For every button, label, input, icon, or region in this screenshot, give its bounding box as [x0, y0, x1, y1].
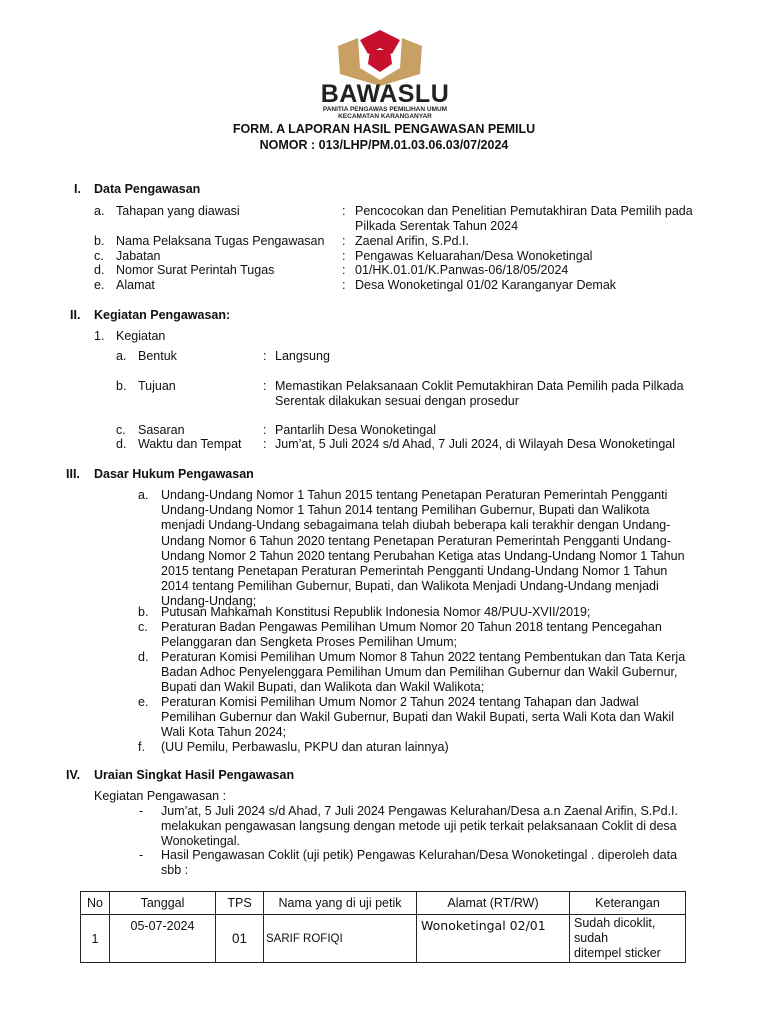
s1-e-value: Desa Wonoketingal 01/02 Karanganyar Demak [355, 278, 617, 292]
s2-d-label: Waktu dan Tempat [138, 437, 242, 451]
s3-e-line: Peraturan Komisi Pemilihan Umum Nomor 2 Tahun 2024 tentang Tahapan dan Jadwal [161, 695, 639, 709]
s1-e-letter: e. [94, 278, 105, 292]
s3-e-line: Pemilihan Gubernur dan Wakil Gubernur, Bupati dan Wakil Bupati, serta Wali Kota dan Wakil [161, 710, 674, 725]
s3-a-line: 2014 tentang Pemilihan Gubernur, Bupati, dan Walikota Menjadi Undang-Undang menjadi [161, 579, 659, 594]
s1-a-value-1: Pencocokan dan Penelitian Pemutakhiran Data Pemilih pada [355, 204, 693, 218]
s3-e-letter: e. [138, 695, 149, 709]
s4-bullet-1-text [161, 804, 678, 850]
section-3-num: III. [66, 467, 80, 481]
s3-e-text [161, 695, 674, 741]
s2-a-colon: : [263, 349, 267, 363]
s1-c-colon: : [342, 249, 346, 263]
s1-c-value: Pengawas Keluarahan/Desa Wonoketingal [355, 249, 593, 263]
s2-a-letter: a. [116, 349, 127, 363]
section-2-title: Kegiatan Pengawasan: [94, 308, 231, 322]
cell-keterangan-line: ditempel sticker [574, 946, 661, 960]
brand-sub-line-1: PANITIA PENGAWAS PEMILIHAN UMUM [322, 106, 448, 113]
s4-bullet-1-dash: - [139, 804, 144, 818]
s4-bullet-2-line: sbb : [161, 863, 189, 878]
s1-c-letter: c. [94, 249, 104, 263]
cell-no: 1 [81, 915, 110, 963]
s1-d-letter: d. [94, 263, 105, 277]
s3-d-line: Bupati dan Wakil Bupati, dan Walikota dan Wakil Walikota; [161, 680, 485, 695]
s1-a-letter: a. [94, 204, 105, 218]
s1-b-value: Zaenal Arifin, S.Pd.I. [355, 234, 469, 248]
s2-c-colon: : [263, 423, 267, 437]
s3-d-letter: d. [138, 650, 149, 664]
cell-keterangan [570, 915, 686, 963]
s1-e-label: Alamat [116, 278, 155, 292]
table-row [81, 915, 686, 963]
s4-intro: Kegiatan Pengawasan : [94, 789, 227, 803]
s3-f-letter: f. [138, 740, 145, 754]
s2-b-value-1: Memastikan Pelaksanaan Coklit Pemutakhiran Data Pemilih pada Pilkada [275, 379, 684, 393]
s3-c-text [161, 620, 662, 650]
s1-d-value: 01/HK.01.01/K.Panwas-06/18/05/2024 [355, 263, 569, 277]
s3-a-line: menjadi Undang-Undang sebagaimana telah diubah beberapa kali terakhir dengan Undang- [161, 518, 671, 533]
s3-d-line: Peraturan Komisi Pemilihan Umum Nomor 8 Tahun 2022 tentang Pembentukan dan Tata Kerja [161, 650, 686, 664]
results-table [80, 891, 686, 963]
s3-a-letter: a. [138, 488, 149, 502]
col-header-tps: TPS [216, 892, 264, 915]
section-1-num: I. [74, 182, 81, 196]
s2-d-value: Jum’at, 5 Juli 2024 s/d Ahad, 7 Juli 2024, di Wilayah Desa Wonoketingal [275, 437, 675, 451]
s3-a-text [161, 488, 685, 610]
s2-b-letter: b. [116, 379, 127, 393]
s2-d-letter: d. [116, 437, 127, 451]
s4-bullet-2-text [161, 848, 677, 878]
s1-c-label: Jabatan [116, 249, 161, 263]
s3-f-line: (UU Pemilu, Perbawaslu, PKPU dan aturan lainnya) [161, 740, 449, 754]
s2-b-colon: : [263, 379, 267, 393]
s3-a-line: 2015 tentang Penetapan Peraturan Pemerintah Pengganti Undang-Undang Nomor 1 Tahun [161, 564, 668, 579]
col-header-nama: Nama yang di uji petik [264, 892, 417, 915]
cell-keterangan-line: Sudah dicoklit, sudah [574, 916, 656, 945]
form-title: FORM. A LAPORAN HASIL PENGAWASAN PEMILU [232, 122, 536, 136]
cell-tps: 01 [216, 915, 264, 963]
s1-d-label: Nomor Surat Perintah Tugas [116, 263, 275, 277]
cell-alamat: Wonoketingal 02/01 [417, 915, 570, 963]
s2-c-label: Sasaran [138, 423, 185, 437]
s3-d-line: Badan Adhoc Penyelenggara Pemilihan Umum dan Pemilihan Gubernur dan Wakil Gubernur, [161, 665, 678, 680]
s3-a-line: Undang-Undang; [161, 594, 257, 609]
form-number: NOMOR : 013/LHP/PM.01.03.06.03/07/2024 [259, 138, 509, 152]
s3-a-line: Undang Nomor 6 Tahun 2020 tentang Penetapan Peraturan Pemerintah Pengganti Undang- [161, 533, 671, 548]
s3-d-text [161, 650, 685, 696]
s4-bullet-1-line: melakukan pengawasan langsung dengan metode uji petik terkait pelaksanaan Coklit di desa [161, 819, 677, 834]
s2-c-letter: c. [116, 423, 126, 437]
s3-c-line: Peraturan Badan Pengawas Pemilihan Umum Nomor 20 Tahun 2018 tentang Pencegahan [161, 620, 662, 634]
section-4-title: Uraian Singkat Hasil Pengawasan [94, 768, 295, 782]
s3-c-line: Pelanggaran dan Sengketa Proses Pemilihan Umum; [161, 635, 458, 650]
bawaslu-emblem-icon [330, 28, 430, 88]
s1-b-colon: : [342, 234, 346, 248]
s1-a-label: Tahapan yang diawasi [116, 204, 240, 218]
s2-b-value-2: Serentak dilakukan sesuai dengan prosedur [275, 394, 519, 408]
s1-b-label: Nama Pelaksana Tugas Pengawasan [116, 234, 325, 248]
s3-e-line: Wali Kota Tahun 2024; [161, 725, 287, 740]
s3-a-line: Undang Nomor 2 Tahun 2020 tentang Perubahan Ketiga atas Undang-Undang Nomor 1 Tahun [161, 548, 685, 563]
s1-a-value-2: Pilkada Serentak Tahun 2024 [355, 219, 519, 233]
s4-bullet-1-line: Jum’at, 5 Juli 2024 s/d Ahad, 7 Juli 2024 Pengawas Kelurahan/Desa a.n Zaenal Arifin, S.Pd.I. [161, 804, 678, 818]
cell-tanggal: 05-07-2024 [110, 915, 216, 963]
brand-sub-line-2: KECAMATAN KARANGANYAR [338, 113, 432, 120]
s2-b-label: Tujuan [138, 379, 176, 393]
s3-a-line: Undang-Undang Nomor 1 Tahun 2014 tentang Pemilihan Gubernur, Bupati dan Walikota [161, 503, 650, 518]
s4-bullet-1-line: Wonoketingal. [161, 834, 240, 849]
s1-e-colon: : [342, 278, 346, 292]
s2-a-value: Langsung [275, 349, 330, 363]
s3-a-line: Undang-Undang Nomor 1 Tahun 2015 tentang Penetapan Peraturan Pemerintah Pengganti [161, 488, 668, 502]
table-header-row [81, 892, 686, 915]
col-header-keterangan: Keterangan [570, 892, 686, 915]
section-2-num: II. [70, 308, 81, 322]
s4-bullet-2-line: Hasil Pengawasan Coklit (uji petik) Pengawas Kelurahan/Desa Wonoketingal . diperoleh data [161, 848, 678, 862]
s4-bullet-2-dash: - [139, 848, 144, 862]
cell-nama: SARIF ROFIQI [264, 915, 417, 963]
s1-b-letter: b. [94, 234, 105, 248]
col-header-no: No [81, 892, 110, 915]
section-3-title: Dasar Hukum Pengawasan [94, 467, 254, 481]
section-4-num: IV. [66, 768, 81, 782]
col-header-alamat: Alamat (RT/RW) [417, 892, 570, 915]
s3-b-line: Putusan Mahkamah Konstitusi Republik Indonesia Nomor 48/PUU-XVII/2019; [161, 605, 591, 619]
s3-b-letter: b. [138, 605, 149, 619]
col-header-tanggal: Tanggal [110, 892, 216, 915]
s2-d-colon: : [263, 437, 267, 451]
brand-subtitle [305, 106, 465, 120]
section-1-title: Data Pengawasan [94, 182, 201, 196]
s1-a-colon: : [342, 204, 346, 218]
s3-c-letter: c. [138, 620, 148, 634]
s2-sub-title: Kegiatan [116, 329, 166, 343]
s2-c-value: Pantarlih Desa Wonoketingal [275, 423, 436, 437]
brand-name: BAWASLU [320, 80, 450, 108]
s1-d-colon: : [342, 263, 346, 277]
s2-a-label: Bentuk [138, 349, 177, 363]
s2-sub-num: 1. [94, 329, 105, 343]
